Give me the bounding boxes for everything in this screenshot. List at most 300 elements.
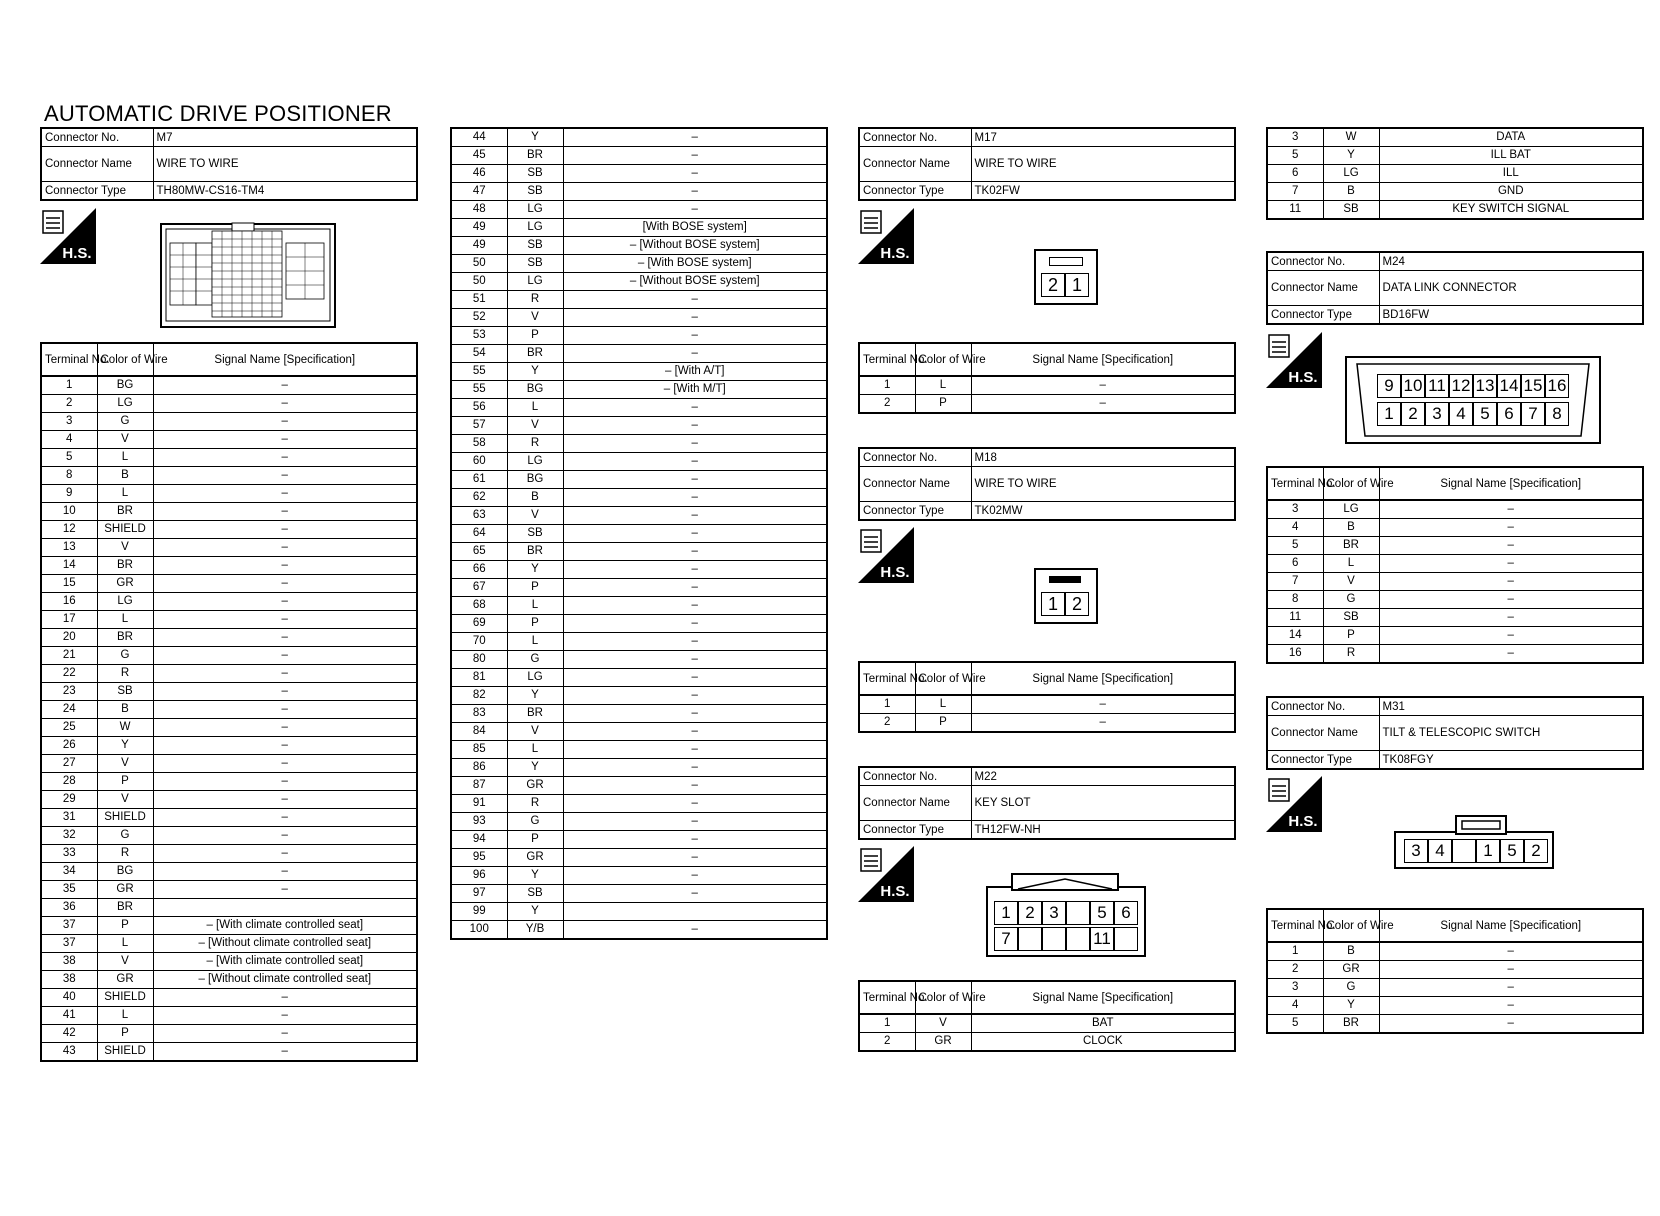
terminal-no-cell: 51	[451, 291, 507, 309]
connector-type-label: Connector Type	[1267, 751, 1379, 770]
signal-name-cell: – [Without BOSE system]	[563, 237, 827, 255]
terminal-no-cell: 1	[859, 376, 915, 395]
terminal-row	[451, 237, 827, 255]
wire-color-cell: B	[97, 701, 153, 719]
wire-color-cell: SB	[507, 165, 563, 183]
terminal-no-cell: 1	[41, 376, 97, 395]
terminal-row	[451, 291, 827, 309]
color-of-wire-header: Color of Wire	[1323, 467, 1379, 500]
terminal-row	[41, 521, 417, 539]
terminal-no-cell: 27	[41, 755, 97, 773]
terminal-row	[451, 381, 827, 399]
wire-color-cell: LG	[97, 593, 153, 611]
terminal-row	[451, 777, 827, 795]
terminal-no-cell: 22	[41, 665, 97, 683]
signal-name-cell: –	[153, 503, 417, 521]
signal-name-cell: –	[1379, 555, 1643, 573]
terminal-row	[451, 795, 827, 813]
signal-name-cell: –	[563, 489, 827, 507]
terminal-row	[451, 723, 827, 741]
terminal-row	[1267, 519, 1643, 537]
terminal-no-cell: 6	[1267, 165, 1323, 183]
terminal-no-cell: 96	[451, 867, 507, 885]
wire-color-cell: LG	[97, 395, 153, 413]
terminal-row	[859, 695, 1235, 714]
signal-name-cell: –	[563, 327, 827, 345]
wire-color-cell: V	[97, 539, 153, 557]
terminal-row	[1267, 183, 1643, 201]
signal-name-cell	[153, 899, 417, 917]
terminal-no-cell: 2	[1267, 961, 1323, 979]
signal-name-cell: –	[153, 1007, 417, 1025]
wire-color-cell: SB	[507, 255, 563, 273]
connector-pin: 8	[1545, 402, 1569, 426]
wire-color-cell: V	[1323, 573, 1379, 591]
signal-name-cell: –	[153, 449, 417, 467]
terminal-no-cell: 5	[1267, 537, 1323, 555]
signal-name-cell: ILL BAT	[1379, 147, 1643, 165]
terminal-no-cell: 1	[859, 1014, 915, 1033]
terminal-no-header: Terminal No.	[859, 343, 915, 376]
terminal-no-cell: 44	[451, 128, 507, 147]
terminal-row	[1267, 1015, 1643, 1034]
color-of-wire-header: Color of Wire	[915, 343, 971, 376]
terminal-no-cell: 97	[451, 885, 507, 903]
signal-name-cell: –	[153, 755, 417, 773]
signal-name-cell: –	[153, 737, 417, 755]
terminal-no-cell: 34	[41, 863, 97, 881]
signal-name-cell: –	[153, 629, 417, 647]
signal-name-cell: –	[563, 128, 827, 147]
terminal-row	[1267, 591, 1643, 609]
terminal-no-cell: 64	[451, 525, 507, 543]
signal-name-cell: –	[563, 741, 827, 759]
wire-color-cell: L	[97, 935, 153, 953]
signal-name-cell: –	[153, 845, 417, 863]
wire-color-cell: Y	[507, 687, 563, 705]
connector-pin: 15	[1521, 374, 1545, 398]
wire-color-cell: BG	[97, 863, 153, 881]
wire-color-cell: V	[97, 791, 153, 809]
connector-pin: 5	[1090, 901, 1114, 925]
wire-color-cell: P	[97, 917, 153, 935]
page-title: AUTOMATIC DRIVE POSITIONER	[44, 101, 392, 126]
m17-connector-face	[1034, 249, 1098, 305]
connector-pin: 2	[1065, 592, 1089, 616]
terminal-no-cell: 49	[451, 219, 507, 237]
connector-no-value: M24	[1379, 252, 1643, 271]
signal-name-header: Signal Name [Specification]	[1379, 467, 1643, 500]
wire-color-cell: LG	[507, 219, 563, 237]
wire-color-cell: SHIELD	[97, 521, 153, 539]
terminal-no-cell: 47	[451, 183, 507, 201]
terminal-no-cell: 2	[859, 395, 915, 414]
terminal-no-cell: 36	[41, 899, 97, 917]
terminal-no-cell: 52	[451, 309, 507, 327]
wire-color-cell: P	[915, 395, 971, 414]
connector-pin: 1	[1476, 839, 1500, 863]
terminal-row	[451, 525, 827, 543]
terminal-no-cell: 21	[41, 647, 97, 665]
terminal-row	[41, 1007, 417, 1025]
wire-color-cell: L	[97, 485, 153, 503]
connector-pin	[1452, 839, 1476, 863]
terminal-row	[451, 417, 827, 435]
signal-name-cell: –	[563, 813, 827, 831]
signal-name-cell: –	[153, 467, 417, 485]
connector-name-value: KEY SLOT	[971, 786, 1235, 821]
wire-color-cell: BR	[507, 345, 563, 363]
m7-terminal-table-b	[450, 127, 828, 940]
terminal-no-cell: 93	[451, 813, 507, 831]
hs-mark-text: H.S.	[880, 883, 910, 900]
terminal-row	[41, 845, 417, 863]
signal-name-cell: –	[153, 773, 417, 791]
signal-name-cell: –	[563, 399, 827, 417]
terminal-row	[41, 593, 417, 611]
terminal-row	[41, 395, 417, 413]
terminal-row	[451, 759, 827, 777]
terminal-no-cell: 5	[1267, 147, 1323, 165]
connector-pin: 4	[1428, 839, 1452, 863]
signal-name-cell: –	[563, 759, 827, 777]
signal-name-cell: ILL	[1379, 165, 1643, 183]
terminal-row	[451, 579, 827, 597]
terminal-no-cell: 8	[1267, 591, 1323, 609]
connector-type-value: TH12FW-NH	[971, 821, 1235, 840]
wire-color-cell: P	[507, 579, 563, 597]
color-of-wire-header: Color of Wire	[915, 981, 971, 1014]
terminal-row	[1267, 627, 1643, 645]
wire-color-cell: Y	[507, 867, 563, 885]
signal-name-cell: –	[153, 431, 417, 449]
terminal-no-cell: 41	[41, 1007, 97, 1025]
connector-pin: 3	[1042, 901, 1066, 925]
wire-color-cell: LG	[1323, 165, 1379, 183]
terminal-no-cell: 31	[41, 809, 97, 827]
terminal-no-cell: 50	[451, 273, 507, 291]
wire-color-cell: V	[97, 755, 153, 773]
terminal-row	[1267, 128, 1643, 147]
wire-color-cell: GR	[507, 777, 563, 795]
signal-name-cell: –	[563, 435, 827, 453]
wire-color-cell: BR	[97, 503, 153, 521]
wire-color-cell: SB	[507, 183, 563, 201]
terminal-row	[1267, 555, 1643, 573]
terminal-row	[451, 543, 827, 561]
wire-color-cell: Y	[97, 737, 153, 755]
wire-color-cell: B	[507, 489, 563, 507]
signal-name-cell: – [With climate controlled seat]	[153, 917, 417, 935]
wire-color-cell: W	[1323, 128, 1379, 147]
signal-name-cell: –	[1379, 997, 1643, 1015]
terminal-no-cell: 16	[41, 593, 97, 611]
signal-name-cell: –	[563, 849, 827, 867]
connector-no-value: M7	[153, 128, 417, 147]
terminal-row	[451, 435, 827, 453]
terminal-row	[859, 376, 1235, 395]
terminal-no-cell: 14	[1267, 627, 1323, 645]
terminal-no-cell: 55	[451, 381, 507, 399]
connector-pin: 7	[994, 927, 1018, 951]
terminal-no-header: Terminal No.	[859, 981, 915, 1014]
signal-name-cell: –	[563, 417, 827, 435]
terminal-no-cell: 55	[451, 363, 507, 381]
terminal-row	[1267, 645, 1643, 664]
wire-color-cell: SB	[507, 525, 563, 543]
m17-connector-info	[858, 127, 1236, 201]
terminal-no-cell: 56	[451, 399, 507, 417]
m22-terminal-table-continued	[1266, 127, 1644, 220]
hs-mark-text: H.S.	[1288, 369, 1318, 386]
wire-color-cell: SHIELD	[97, 809, 153, 827]
connector-pin: 6	[1114, 901, 1138, 925]
terminal-no-cell: 16	[1267, 645, 1323, 664]
color-of-wire-header: Color of Wire	[1323, 909, 1379, 942]
m17-terminal-table	[858, 342, 1236, 414]
signal-name-cell: –	[153, 683, 417, 701]
signal-name-cell: –	[153, 665, 417, 683]
color-of-wire-header: Color of Wire	[97, 343, 153, 376]
terminal-no-cell: 7	[1267, 183, 1323, 201]
connector-no-label: Connector No.	[859, 767, 971, 786]
wire-color-cell: SB	[1323, 201, 1379, 220]
terminal-no-cell: 9	[41, 485, 97, 503]
hs-harness-icon	[858, 527, 914, 583]
terminal-row	[451, 687, 827, 705]
terminal-no-cell: 91	[451, 795, 507, 813]
signal-name-cell: – [With BOSE system]	[563, 255, 827, 273]
signal-name-cell: –	[153, 791, 417, 809]
terminal-no-cell: 68	[451, 597, 507, 615]
hs-mark-text: H.S.	[880, 564, 910, 581]
terminal-row	[451, 273, 827, 291]
terminal-no-cell: 80	[451, 651, 507, 669]
connector-pin: 1	[1065, 273, 1089, 297]
connector-pin: 6	[1497, 402, 1521, 426]
wire-color-cell: G	[507, 813, 563, 831]
wire-color-cell: L	[915, 376, 971, 395]
wire-color-cell: V	[507, 417, 563, 435]
m22-connector-info	[858, 766, 1236, 840]
wire-color-cell: B	[97, 467, 153, 485]
hs-harness-icon	[858, 208, 914, 264]
terminal-row	[41, 989, 417, 1007]
hs-harness-icon	[1266, 776, 1322, 832]
terminal-row	[451, 363, 827, 381]
terminal-no-cell: 69	[451, 615, 507, 633]
connector-pin: 4	[1449, 402, 1473, 426]
terminal-no-cell: 3	[1267, 979, 1323, 997]
hs-harness-icon	[1266, 332, 1322, 388]
terminal-row	[41, 575, 417, 593]
connector-no-label: Connector No.	[41, 128, 153, 147]
connector-pin: 5	[1500, 839, 1524, 863]
signal-name-header: Signal Name [Specification]	[971, 981, 1235, 1014]
signal-name-cell: –	[563, 669, 827, 687]
connector-no-value: M22	[971, 767, 1235, 786]
signal-name-cell: –	[1379, 645, 1643, 664]
connector-no-value: M17	[971, 128, 1235, 147]
terminal-row	[451, 633, 827, 651]
wire-color-cell: SB	[507, 237, 563, 255]
terminal-no-cell: 23	[41, 683, 97, 701]
connector-no-value: M31	[1379, 697, 1643, 716]
hs-mark-text: H.S.	[880, 245, 910, 262]
terminal-no-cell: 5	[1267, 1015, 1323, 1034]
wire-color-cell: GR	[97, 971, 153, 989]
wire-color-cell: BR	[1323, 1015, 1379, 1034]
terminal-row	[451, 453, 827, 471]
wire-color-cell: V	[97, 431, 153, 449]
connector-type-label: Connector Type	[1267, 306, 1379, 325]
signal-name-header: Signal Name [Specification]	[971, 662, 1235, 695]
signal-name-cell: –	[563, 543, 827, 561]
signal-name-cell: –	[563, 453, 827, 471]
wire-color-cell: L	[1323, 555, 1379, 573]
signal-name-cell: –	[971, 376, 1235, 395]
terminal-row	[1267, 201, 1643, 220]
terminal-row	[859, 1014, 1235, 1033]
wire-color-cell: P	[97, 773, 153, 791]
terminal-row	[41, 683, 417, 701]
signal-name-cell: –	[563, 831, 827, 849]
terminal-no-cell: 3	[1267, 128, 1323, 147]
terminal-row	[1267, 500, 1643, 519]
terminal-row	[1267, 979, 1643, 997]
terminal-row	[1267, 961, 1643, 979]
connector-name-label: Connector Name	[1267, 271, 1379, 306]
terminal-no-cell: 43	[41, 1043, 97, 1062]
terminal-no-header: Terminal No.	[1267, 909, 1323, 942]
connector-name-label: Connector Name	[41, 147, 153, 182]
connector-pin: 12	[1449, 374, 1473, 398]
terminal-no-cell: 65	[451, 543, 507, 561]
terminal-row	[451, 183, 827, 201]
wire-color-cell: R	[507, 435, 563, 453]
signal-name-cell: CLOCK	[971, 1033, 1235, 1052]
wire-color-cell: B	[1323, 942, 1379, 961]
terminal-row	[41, 1025, 417, 1043]
terminal-no-cell: 10	[41, 503, 97, 521]
signal-name-cell: –	[153, 485, 417, 503]
signal-name-cell: – [Without climate controlled seat]	[153, 971, 417, 989]
terminal-no-cell: 20	[41, 629, 97, 647]
m7-connector-face	[160, 223, 336, 328]
m24-connector-face	[1345, 356, 1601, 444]
signal-name-cell: –	[563, 345, 827, 363]
wire-color-cell: SB	[1323, 609, 1379, 627]
terminal-no-cell: 86	[451, 759, 507, 777]
connector-pin: 2	[1018, 901, 1042, 925]
signal-name-cell: –	[563, 885, 827, 903]
connector-type-value: TK02MW	[971, 502, 1235, 521]
wire-color-cell: LG	[507, 669, 563, 687]
wire-color-cell: L	[507, 399, 563, 417]
wire-color-cell: BG	[97, 376, 153, 395]
connector-type-value: TK02FW	[971, 182, 1235, 201]
terminal-row	[451, 507, 827, 525]
terminal-row	[859, 714, 1235, 733]
signal-name-cell: – [With M/T]	[563, 381, 827, 399]
signal-name-cell: –	[153, 701, 417, 719]
wire-color-cell: BG	[507, 381, 563, 399]
hs-harness-icon	[40, 208, 96, 264]
connector-pin: 5	[1473, 402, 1497, 426]
terminal-no-cell: 70	[451, 633, 507, 651]
terminal-row	[41, 413, 417, 431]
wire-color-cell: R	[97, 665, 153, 683]
terminal-no-cell: 50	[451, 255, 507, 273]
terminal-no-cell: 60	[451, 453, 507, 471]
signal-name-cell: –	[153, 611, 417, 629]
signal-name-cell: –	[153, 881, 417, 899]
terminal-no-cell: 11	[1267, 201, 1323, 220]
terminal-no-cell: 67	[451, 579, 507, 597]
signal-name-cell: –	[971, 395, 1235, 414]
terminal-no-cell: 2	[859, 714, 915, 733]
terminal-row	[41, 503, 417, 521]
connector-name-value: WIRE TO WIRE	[971, 147, 1235, 182]
wire-color-cell: Y	[507, 759, 563, 777]
connector-pin: 2	[1524, 839, 1548, 863]
wire-color-cell: Y	[1323, 997, 1379, 1015]
terminal-no-cell: 17	[41, 611, 97, 629]
connector-type-value: TH80MW-CS16-TM4	[153, 182, 417, 201]
signal-name-cell: –	[563, 651, 827, 669]
terminal-row	[41, 629, 417, 647]
terminal-row	[451, 813, 827, 831]
terminal-row	[1267, 573, 1643, 591]
connector-name-label: Connector Name	[859, 467, 971, 502]
signal-name-cell: – [Without BOSE system]	[563, 273, 827, 291]
wire-color-cell: R	[507, 795, 563, 813]
terminal-no-cell: 14	[41, 557, 97, 575]
terminal-row	[451, 345, 827, 363]
connector-pin: 1	[994, 901, 1018, 925]
signal-name-cell: –	[153, 376, 417, 395]
connector-pin	[1066, 927, 1090, 951]
terminal-no-cell: 81	[451, 669, 507, 687]
signal-name-cell: –	[1379, 961, 1643, 979]
terminal-row	[451, 201, 827, 219]
terminal-no-header: Terminal No.	[41, 343, 97, 376]
terminal-row	[41, 539, 417, 557]
wire-color-cell: Y	[507, 561, 563, 579]
terminal-no-cell: 42	[41, 1025, 97, 1043]
connector-pin: 11	[1425, 374, 1449, 398]
terminal-row	[41, 791, 417, 809]
wire-color-cell: LG	[507, 201, 563, 219]
signal-name-header: Signal Name [Specification]	[971, 343, 1235, 376]
terminal-no-cell: 3	[41, 413, 97, 431]
terminal-no-cell: 35	[41, 881, 97, 899]
terminal-no-cell: 24	[41, 701, 97, 719]
terminal-row	[451, 669, 827, 687]
connector-type-label: Connector Type	[859, 502, 971, 521]
terminal-no-cell: 48	[451, 201, 507, 219]
terminal-row	[41, 773, 417, 791]
connector-name-value: WIRE TO WIRE	[971, 467, 1235, 502]
terminal-row	[41, 611, 417, 629]
terminal-row	[41, 863, 417, 881]
terminal-row	[41, 953, 417, 971]
wire-color-cell: Y	[507, 903, 563, 921]
signal-name-cell: –	[1379, 519, 1643, 537]
wire-color-cell: Y/B	[507, 921, 563, 940]
wire-color-cell: GR	[97, 881, 153, 899]
wire-color-cell: R	[1323, 645, 1379, 664]
